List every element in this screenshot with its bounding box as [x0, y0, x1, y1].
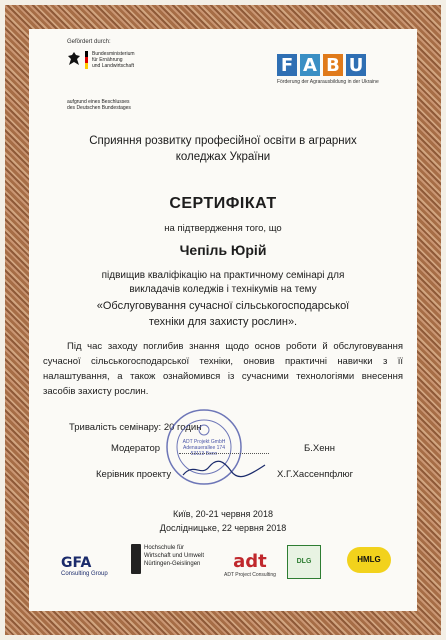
- decision-line-1: aufgrund eines Beschlusses: [67, 99, 130, 105]
- fabu-subtitle: Förderung der Agrarausbildung in der Ukraine: [277, 79, 379, 85]
- stamp-street: Adenauerallee 174: [183, 445, 225, 451]
- moderator-label: Модератор: [111, 443, 161, 454]
- certificate-title: СЕРТИФІКАТ: [169, 195, 277, 212]
- moderator-signature-line: [179, 453, 269, 455]
- hochschule-mark-icon: [131, 544, 141, 574]
- moderator-name: Б.Хенн: [304, 443, 335, 454]
- date-kyiv: Київ, 20-21 червня 2018: [173, 509, 273, 519]
- topic-line-1: «Обслуговування сучасної сільськогосподарської: [96, 300, 350, 312]
- body-line-2: викладачів коледжів і технікумів на тему: [129, 284, 317, 295]
- dlg-logo: DLG: [287, 545, 321, 579]
- german-flag-icon: [85, 51, 88, 69]
- ministry-name: [92, 51, 135, 69]
- duration-text: Тривалість семінару: 20 годин: [69, 422, 202, 433]
- hochschule-line-3: Nürtingen-Geislingen: [144, 561, 201, 567]
- stamp-company: ADT Projekt GmbH: [182, 439, 226, 445]
- fabu-letter-u: U: [346, 54, 366, 76]
- leader-name: Х.Г.Хассенпфлюг: [277, 469, 354, 480]
- date-doslidnytske: Дослідницьке, 22 червня 2018: [159, 523, 287, 533]
- federal-eagle-icon: [67, 51, 81, 69]
- gfa-subtitle: Consulting Group: [61, 571, 108, 577]
- fabu-letter-a: A: [300, 54, 320, 76]
- leader-label: Керівник проекту: [96, 469, 172, 480]
- funded-by-label: Gefördert durch:: [67, 39, 111, 45]
- adt-name: adt: [233, 551, 267, 572]
- ministry-line-1: Bundesministerium: [92, 51, 135, 57]
- leader-signature-icon: [179, 457, 269, 481]
- decision-line-2: des Deutschen Bundestages: [67, 105, 131, 111]
- hmlg-logo: HMLG: [347, 547, 391, 573]
- certificate-paper: [29, 29, 417, 611]
- fabu-letter-b: B: [323, 54, 343, 76]
- gfa-name: GFA: [61, 555, 92, 571]
- recipient-name: Чепіль Юрій: [179, 242, 267, 258]
- stamp-city: 53113 Bonn: [190, 451, 218, 457]
- fabu-letter-f: F: [277, 54, 297, 76]
- hochschule-line-1: Hochschule für: [144, 545, 185, 551]
- ministry-logo: [67, 51, 135, 69]
- adt-subtitle: ADT Project Consulting: [224, 572, 276, 578]
- fabu-logo: [277, 54, 379, 85]
- adt-logo: [224, 551, 276, 578]
- bundestag-decision: [67, 99, 131, 111]
- gfa-logo: [61, 555, 108, 577]
- body-line-1: підвищив кваліфікацію на практичному семінарі для: [101, 270, 345, 281]
- topic-line-2: техніки для захисту рослин».: [148, 316, 298, 328]
- promotion-line-1: Сприяння розвитку професійної освіти в аграрних: [89, 135, 357, 147]
- ministry-line-3: und Landwirtschaft: [92, 63, 134, 69]
- confirmation-text: на підтвердження того, що: [164, 223, 282, 234]
- ministry-line-2: für Ernährung: [92, 57, 123, 63]
- hochschule-line-2: Wirtschaft und Umwelt: [144, 553, 205, 559]
- promotion-line-2: коледжах України: [175, 151, 271, 163]
- description-paragraph: Під час заходу поглибив знання щодо основ роботи й обслуговування сучасної сільськогосподарської техніки, оновив практичні навички з її налаштування, а також ознайомився із сучасними технологіями внесення засобів захисту рослин.: [43, 341, 403, 397]
- hochschule-logo: [131, 544, 204, 574]
